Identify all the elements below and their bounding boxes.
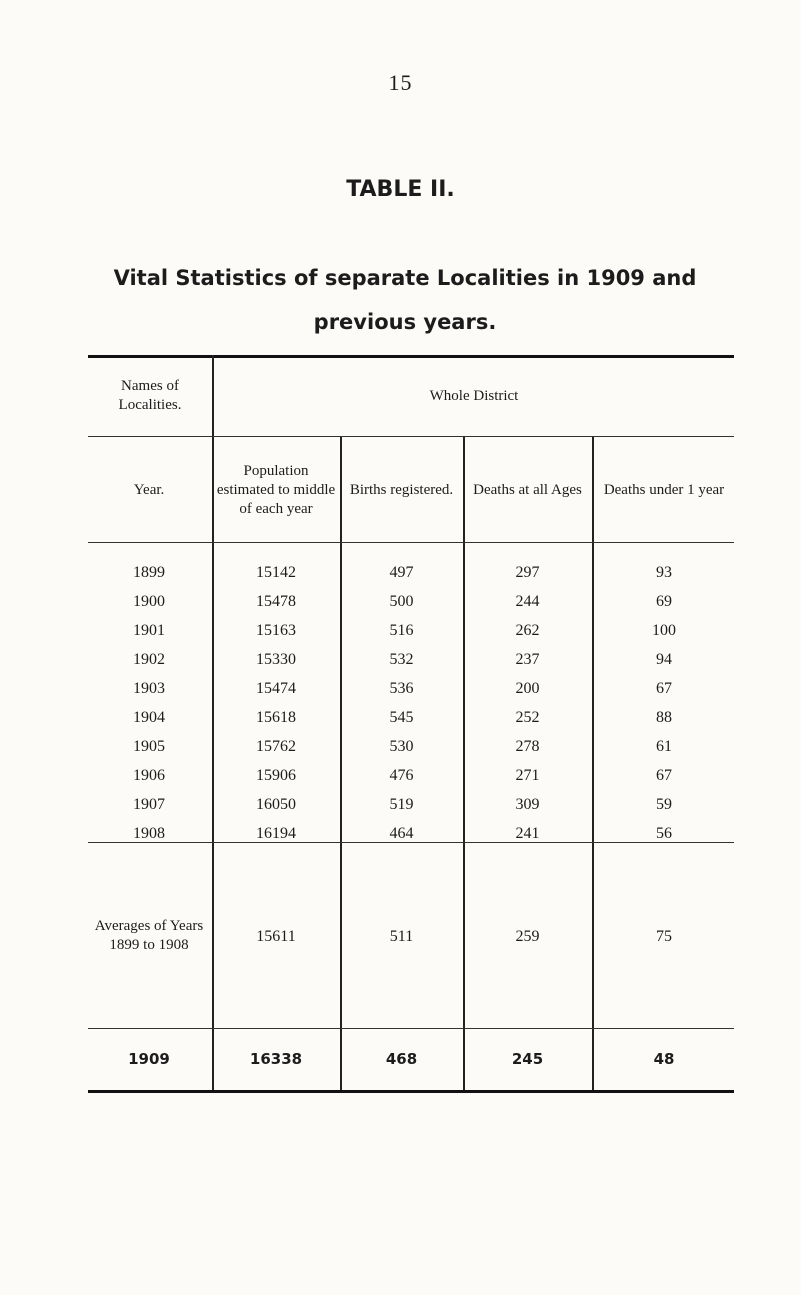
header-divider: [88, 436, 734, 437]
averages-births: 511: [389, 927, 414, 945]
deaths-cell: 237: [515, 651, 540, 668]
current-infant-deaths: 48: [653, 1049, 675, 1068]
population-cell: 15163: [256, 622, 296, 639]
population-cell: 15906: [256, 767, 296, 784]
births-cell: 536: [389, 680, 414, 697]
deaths-cell: 271: [515, 767, 540, 784]
deaths-column-header: Deaths at all Ages: [473, 481, 582, 498]
infant-deaths-cell: 67: [656, 767, 672, 784]
births-cell: 497: [389, 564, 414, 581]
population-cell: 15762: [256, 738, 296, 755]
deaths-cell: 200: [515, 680, 540, 697]
header-divider: [88, 542, 734, 543]
births-cell: 500: [389, 593, 414, 610]
year-cell: 1907: [133, 796, 165, 813]
births-cell: 516: [389, 622, 414, 639]
infant-deaths-cell: 93: [656, 564, 672, 581]
births-cell: 545: [389, 709, 414, 726]
year-cell: 1899: [133, 564, 165, 581]
deaths-cell: 278: [515, 738, 540, 755]
population-cell: 15474: [256, 680, 296, 697]
current-year: 1909: [128, 1049, 170, 1068]
year-cell: 1905: [133, 738, 165, 755]
year-column-header: Year.: [133, 481, 165, 498]
deaths-cell: 241: [515, 825, 540, 842]
table-title: TABLE II.: [346, 177, 455, 202]
births-cell: 476: [389, 767, 414, 784]
whole-district-header: Whole District: [429, 387, 519, 404]
current-population: 16338: [249, 1049, 303, 1068]
year-cell: 1903: [133, 680, 165, 697]
births-cell: 519: [389, 796, 414, 813]
births-cell: 464: [389, 825, 414, 842]
deaths-cell: 252: [515, 709, 540, 726]
infant-deaths-cell: 67: [656, 680, 672, 697]
names-of-localities-header: Names of Localities.: [118, 378, 182, 413]
infant-deaths-cell: 94: [656, 651, 672, 668]
population-cell: 16050: [256, 796, 296, 813]
infant-deaths-cell: 61: [656, 738, 672, 755]
averages-population: 15611: [256, 927, 296, 945]
population-cell: 15478: [256, 593, 296, 610]
section-divider: [88, 1028, 734, 1029]
population-column-header: Population estimated to middle of each year: [216, 462, 336, 517]
infant-deaths-column-header: Deaths under 1 year: [603, 481, 725, 498]
population-cell: 15330: [256, 651, 296, 668]
population-cell: 15618: [256, 709, 296, 726]
year-cell: 1906: [133, 767, 165, 784]
current-deaths: 245: [511, 1049, 544, 1068]
table-subtitle: Vital Statistics of separate Localities in 1909 and previous years.: [113, 266, 697, 334]
births-column-header: Births registered.: [349, 481, 454, 498]
births-cell: 532: [389, 651, 414, 668]
population-cell: 16194: [256, 825, 296, 842]
infant-deaths-cell: 100: [652, 622, 676, 639]
population-cell: 15142: [256, 564, 296, 581]
year-cell: 1902: [133, 651, 165, 668]
deaths-cell: 262: [515, 622, 540, 639]
year-cell: 1904: [133, 709, 165, 726]
year-cell: 1901: [133, 622, 165, 639]
infant-deaths-cell: 69: [656, 593, 672, 610]
current-births: 468: [385, 1049, 418, 1068]
births-cell: 530: [389, 738, 414, 755]
infant-deaths-cell: 59: [656, 796, 672, 813]
infant-deaths-cell: 56: [656, 825, 672, 842]
page-number: 15: [388, 70, 413, 95]
averages-infant-deaths: 75: [656, 927, 672, 945]
deaths-cell: 244: [515, 593, 540, 610]
table-bottom-rule: [88, 1090, 734, 1093]
averages-label: Averages of Years 1899 to 1908: [94, 918, 204, 953]
averages-deaths: 259: [515, 927, 540, 945]
infant-deaths-cell: 88: [656, 709, 672, 726]
year-cell: 1908: [133, 825, 165, 842]
deaths-cell: 309: [515, 796, 540, 813]
deaths-cell: 297: [515, 564, 540, 581]
year-cell: 1900: [133, 593, 165, 610]
